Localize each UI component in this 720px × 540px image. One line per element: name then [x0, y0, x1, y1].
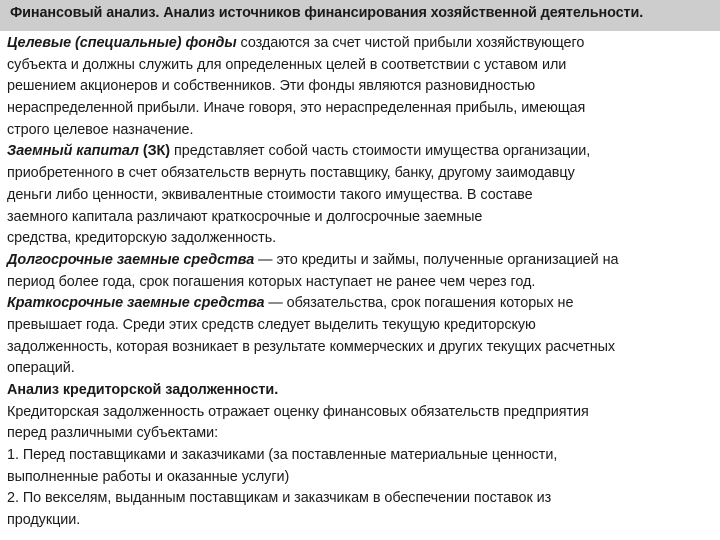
paragraph-short-term-funds — [7, 293, 717, 315]
text-line: заемного капитала различают краткосрочные и долгосрочные заемные — [7, 208, 483, 225]
text-line: субъекта и должны служить для определенных целей в соответствии с уставом или — [7, 56, 567, 73]
text-line: деньги либо ценности, эквивалентные стоимости такого имущества. В составе — [7, 186, 533, 203]
paragraph-target-funds — [7, 33, 717, 55]
term-borrowed-capital: Заемный капитал — [7, 143, 139, 160]
text-line: задолженность, которая возникает в результате коммерческих и других текущих расчетных — [7, 338, 616, 355]
text-line: превышает года. Среди этих средств следует выделить текущую кредиторскую — [7, 316, 536, 333]
text-line: перед различными субъектами: — [7, 425, 219, 442]
text-line: представляет собой часть стоимости имущества организации, — [170, 143, 591, 160]
page-title: Финансовый анализ. Анализ источников финансирования хозяйственной деятельности. — [0, 0, 720, 31]
slide-body — [7, 33, 717, 532]
section-heading: Анализ кредиторской задолженности. — [7, 382, 279, 398]
list-item: 2. По векселям, выданным поставщикам и заказчикам в обеспечении поставок из — [7, 490, 552, 507]
term-abbreviation: (ЗК) — [138, 143, 171, 160]
term-short-term-funds: Краткосрочные заемные средства — [7, 295, 265, 312]
text-line: нераспределенной прибыли. Иначе говоря, это нераспределенная прибыль, имеющая — [7, 100, 586, 117]
paragraph-borrowed-capital — [7, 141, 717, 163]
list-item: 1. Перед поставщиками и заказчиками (за поставленные материальные ценности, — [7, 447, 558, 464]
text-line: выполненные работы и оказанные услуги) — [7, 468, 290, 485]
text-line: создаются за счет чистой прибыли хозяйствующего — [236, 35, 585, 51]
text-line: средства, кредиторскую задолженность. — [7, 230, 277, 247]
text-line: строго целевое назначение. — [7, 121, 194, 138]
paragraph-long-term-funds — [7, 250, 717, 272]
term-long-term-funds: Долгосрочные заемные средства — [7, 251, 255, 268]
text-line: период более года, срок погашения которых наступает не ранее чем через год. — [7, 273, 536, 290]
text-line: — это кредиты и займы, полученные организацией на — [254, 251, 619, 268]
text-line: Кредиторская задолженность отражает оценку финансовых обязательств предприятия — [7, 403, 589, 420]
term-target-funds: Целевые (специальные) фонды — [7, 35, 237, 51]
text-line: операций. — [7, 360, 75, 377]
text-line: приобретенного в счет обязательств вернуть поставщику, банку, другому заимодавцу — [7, 165, 575, 182]
text-line: решением акционеров и собственников. Эти фонды являются разновидностью — [7, 78, 536, 95]
text-line: продукции. — [7, 512, 81, 529]
text-line: — обязательства, срок погашения которых не — [264, 295, 574, 312]
